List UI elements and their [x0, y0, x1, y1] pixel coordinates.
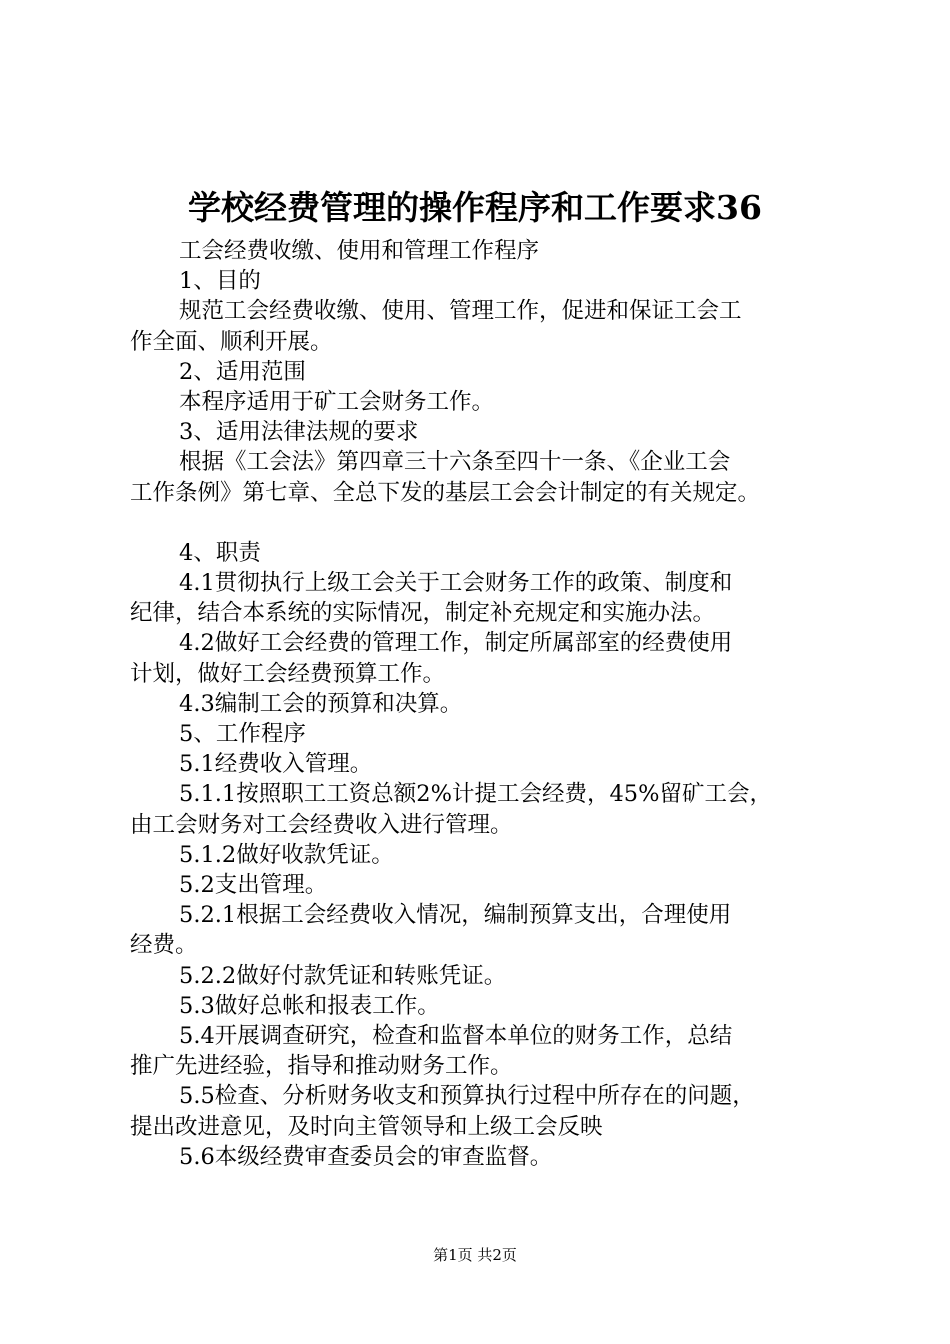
text-line: 5.1经费收入管理。: [179, 751, 373, 778]
text-line: 3、适用法律法规的要求: [179, 419, 419, 446]
text-line: 推广先进经验，指导和推动财务工作。: [130, 1053, 513, 1080]
text-line: 由工会财务对工会经费收入进行管理。: [130, 811, 513, 838]
text-line: 4.1贯彻执行上级工会关于工会财务工作的政策、制度和: [179, 570, 733, 597]
text-line: 4.2做好工会经费的管理工作，制定所属部室的经费使用: [179, 630, 733, 657]
text-line: 工作条例》第七章、全总下发的基层工会会计制定的有关规定。: [130, 479, 761, 506]
text-line: 规范工会经费收缴、使用、管理工作，促进和保证工会工: [179, 298, 742, 325]
text-line: 5.3做好总帐和报表工作。: [179, 992, 440, 1019]
text-line: 提出改进意见，及时向主管领导和上级工会反映: [130, 1113, 603, 1140]
page-footer: 第1页 共2页: [433, 1246, 517, 1264]
text-line: 5.1.1按照职工工资总额2%计提工会经费，45%留矿工会，: [179, 781, 772, 808]
text-line: 5.5检查、分析财务收支和预算执行过程中所存在的问题，: [179, 1083, 755, 1110]
text-line: 工会经费收缴、使用和管理工作程序: [179, 238, 540, 264]
text-line: 根据《工会法》第四章三十六条至四十一条、《企业工会: [179, 449, 731, 476]
text-line: 5.2.2做好付款凭证和转账凭证。: [179, 962, 507, 989]
text-line: 2、适用范围: [179, 358, 306, 385]
text-line: 1、目的: [179, 268, 261, 295]
text-line: 5.4开展调查研究，检查和监督本单位的财务工作，总结: [179, 1023, 733, 1050]
text-line: 5.6本级经费审查委员会的审查监督。: [179, 1143, 553, 1170]
text-line: 计划，做好工会经费预算工作。: [130, 660, 446, 687]
text-line: 5.2支出管理。: [179, 872, 328, 899]
text-line: 5、工作程序: [179, 721, 306, 748]
text-line: 经费。: [130, 932, 198, 959]
text-line: 作全面、顺利开展。: [130, 328, 333, 355]
document-title: 学校经费管理的操作程序和工作要求36: [188, 188, 762, 227]
text-line: 5.1.2做好收款凭证。: [179, 841, 394, 868]
blank-line: [130, 508, 830, 538]
text-line: 4、职责: [179, 539, 261, 566]
text-line: 5.2.1根据工会经费收入情况，编制预算支出，合理使用: [179, 902, 732, 929]
text-line: 纪律，结合本系统的实际情况，制定补充规定和实施办法。: [130, 600, 716, 627]
text-line: 本程序适用于矿工会财务工作。: [179, 389, 495, 416]
document-body: [130, 236, 830, 1172]
text-line: 4.3编制工会的预算和决算。: [179, 690, 463, 717]
